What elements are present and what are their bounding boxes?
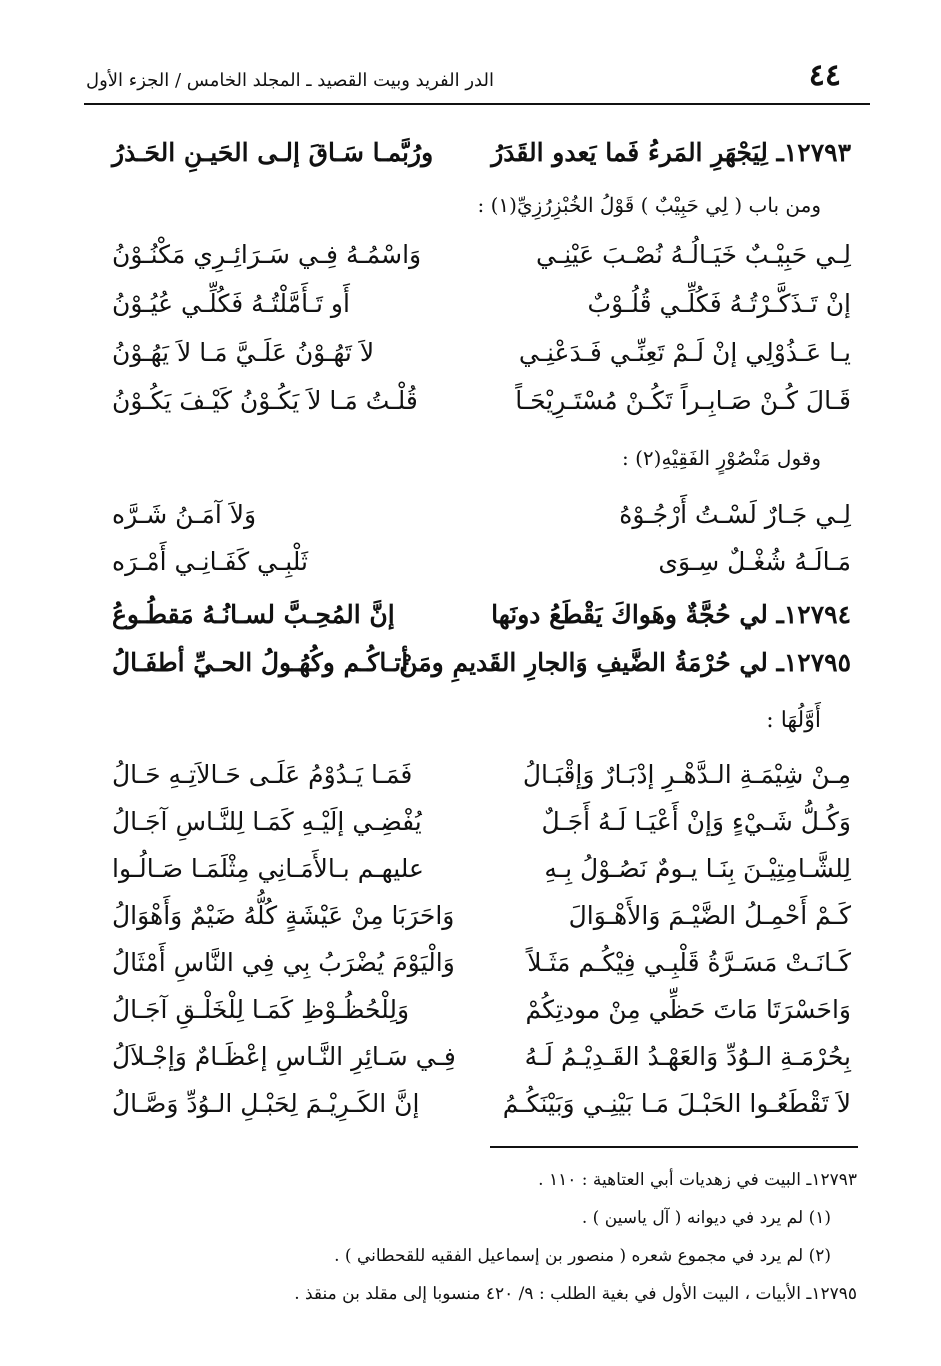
poem3-line1-left: فَمَـا يَـدُوْمُ عَلَـى حَـالاَتِـهِ حَـالُ [112,760,413,789]
page-number: ٤٤ [808,58,841,93]
poem2-line2-right: مَـالَـهُ شُغْـلٌ سِـوَى [658,547,851,576]
poem1-line4-left: قُلْـتُ مَـا لاَ يَكُـوْنُ كَيْـفَ يَكُـوْنُ [112,386,418,415]
poem3-line2-right: وَكُـلُّ شَـيْءٍ وَإنْ أَعْيَـا لَـهُ أَجَـلٌ [541,807,851,836]
poem2-line1-right: لِـي جَـارٌ لَسْـتُ أَرْجُـوْهُ [619,500,851,529]
poem2-line2-left: ثَلْبِـي كَفَـانِـي أَمْـرَه [112,547,308,576]
footnote-1: (١) لم يرد في ديوانه ( آل ياسين ) . [581,1208,831,1228]
poem2-line1-left: وَلاَ آمَـنُ شَـرَّه [112,500,257,529]
verse-12794-second-hemistich: إنَّ المُحِـبَّ لسـانُـهُ مَقطُـوعُ [112,600,395,629]
poem3-line7-right: بِحُرْمَـةِ الـوُدِّ وَالعَهْـدُ القَـدِيْـمُ لَـهُ [524,1042,851,1071]
poem3-line1-right: مِـنْ شِيْمَـةِ الـدَّهْـرِ إدْبَـارٌ وَإقْبَـالُ [522,760,851,789]
poem1-line4-right: قَـالَ كُـنْ صَـابِـراً تَكُـنْ مُسْتَـرِيْحَـاً [515,386,851,415]
intro-awwaluha: أَوَّلُهَا : [766,708,821,733]
footnote-12793: ١٢٧٩٣ـ البيت في زهديات أبي العتاهية : ١١٠ . [538,1170,857,1190]
verse-12795-second-hemistich: أتـاكُـم وكُهُـولُ الحـيِّ أطفَـالُ [112,648,409,677]
poem3-line4-left: وَاحَرَبَا مِنْ عَيْشَةٍ كُلُّهُ ضَيْمٌ وَأَهْوَالُ [112,901,455,930]
footnote-2: (٢) لم يرد في مجموع شعره ( منصور بن إسماعيل الفقيه للقحطاني ) . [334,1246,831,1266]
running-title: الدر الفريد وبيت القصيد ـ المجلد الخامس / الجزء الأول [86,70,494,91]
poem1-line3-right: يـا عَـذُوْلِي إنْ لَـمْ تَعِنِّـي فَـدَعْنِـي [518,338,851,367]
poem3-line8-right: لاَ تَقْطَعُـوا الحَبْـلَ مَـا بَيْنِـي وَبَيْنَكُـمُ [502,1089,851,1118]
poem3-line4-right: كَـمْ أَحْمِـلُ الضَّيْـمَ وَالأَهْـوَالَ [568,901,851,930]
poem3-line5-left: وَالْيَوْمَ يُضْرَبُ بِي فِي النَّاسِ أَمْثَالُ [112,948,455,977]
intro-khubzaruzi: ومن باب ( لِي حَبِيْبٌ ) قَوْلُ الخُبْزِرُزِيِّ(١) : [477,193,821,217]
poem1-line1-right: لِـي حَبِيْـبٌ خَيَـالُـهُ نُصْـبَ عَيْنِـي [536,240,851,269]
verse-12793-first-hemistich: ١٢٧٩٣ـ لِيَجْهَرِ المَرءُ فَما يَعدو القَدَرُ [491,138,851,167]
poem1-line3-left: لاَ تَهُـوْنُ عَلَـيَّ مَـا لاَ يَهُـوْنُ [112,338,375,367]
poem3-line8-left: إنَّ الكَـرِيْـمَ لِحَبْـلِ الـوُدِّ وَصَّـالُ [112,1089,420,1118]
poem3-line5-right: كَـانَـتْ مَسَـرَّةُ قَلْبِـي فِيْكُـم مَثَـلاً [527,948,851,977]
poem1-line2-right: إنْ تَـذَكَّـرْتُـهُ فَكُلِّـي قُلُـوْبٌ [587,289,851,318]
poem3-line6-left: وَلِلْحُظُـوْظِ كَمَـا لِلْخَلْـقِ آجَـالُ [112,995,410,1024]
poem3-line3-left: عليهـم بـالأَمَـانِي مِثْلَمَـا صَـالُـوا [112,854,424,883]
header-rule [84,103,870,105]
poem3-line7-left: فِـي سَـائِرِ النَّـاسِ إعْظَـامٌ وَإجْـلاَلُ [112,1042,456,1071]
poem1-line2-left: أَو تَـأَمَّلْتُـهُ فَكُلِّـي عُيُـوْنُ [112,289,350,318]
poem3-line2-left: يُفْضِـي إلَيْـهِ كَمَـا لِلنَّـاسِ آجَـالُ [112,807,422,836]
poem3-line6-right: وَاحَسْرَتَا مَاتَ حَظِّي مِنْ مودتِكُمْ [525,995,851,1024]
poem3-line3-right: لِلشَّـامِتِيْـنَ بِنَـا يـومٌ نَصُـوْلُ بِـهِ [544,854,851,883]
verse-12794-first-hemistich: ١٢٧٩٤ـ لي حُجَّةٌ وهَواكَ يَقْطَعُ دونَها [491,600,851,629]
intro-mansour: وقول مَنْصُوْرٍ الفَقِيْهِ(٢) : [622,446,821,470]
footnote-12795: ١٢٧٩٥ـ الأبيات ، البيت الأول في بغية الطلب : ٩/ ٤٢٠ منسوبا إلى مقلد بن منقذ . [294,1284,857,1304]
poem1-line1-left: وَاسْمُـهُ فِـي سَـرَائِـرِي مَكْنُـوْنُ [112,240,422,269]
verse-12795-first-hemistich: ١٢٧٩٥ـ لي حُرْمَةُ الضَّيفِ وَالجارِ القَديمِ ومَنْ [399,648,851,677]
footnote-rule [490,1146,858,1148]
verse-12793-second-hemistich: ورُبَّمـا سَـاقَ إلـى الحَيـنِ الحَـذرُ [112,138,434,167]
